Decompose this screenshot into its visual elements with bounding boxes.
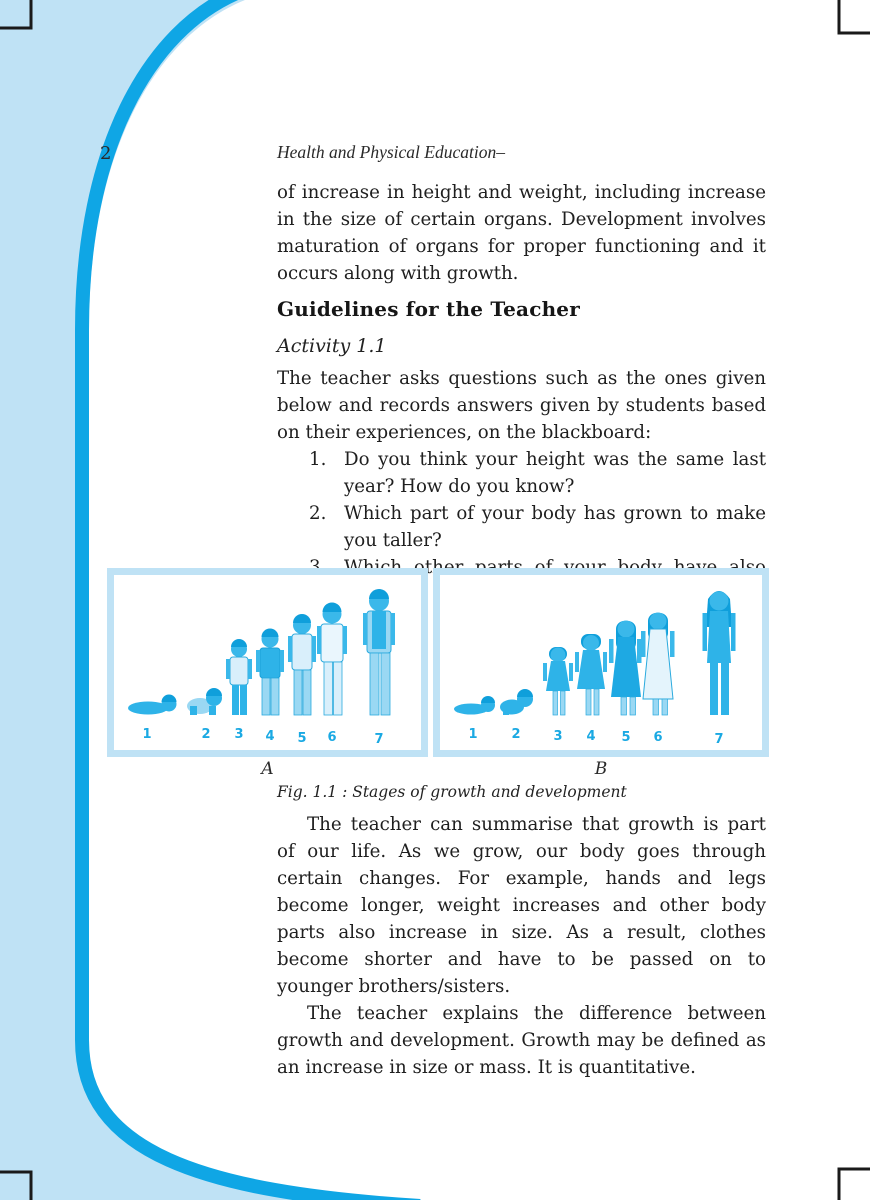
female-stage-1-lying-baby	[454, 696, 495, 715]
svg-text:6: 6	[653, 730, 663, 745]
figure-panel-b-label: B	[594, 759, 608, 779]
stage-numbers-b	[468, 727, 723, 747]
female-growth-illustration	[440, 575, 762, 750]
question-text: Which part of your body has grown to make you taller?	[344, 503, 766, 551]
svg-text:1: 1	[142, 727, 152, 742]
lower-text-column	[277, 811, 766, 1081]
svg-text:1: 1	[468, 727, 478, 742]
svg-text:2: 2	[511, 727, 521, 742]
page-number: 2	[100, 143, 112, 164]
male-stage-2-crawling-baby	[187, 688, 222, 715]
activity-paragraph: The teacher asks questions such as the ones given below and records answers given by students based on their experiences, on the blackboard:	[277, 368, 766, 443]
male-stage-3-boy	[226, 639, 252, 715]
svg-text:2: 2	[201, 727, 211, 742]
svg-text:7: 7	[714, 732, 724, 747]
figure-panel-a-label: A	[261, 759, 274, 779]
svg-text:5: 5	[621, 730, 631, 745]
svg-text:7: 7	[374, 732, 384, 747]
svg-text:4: 4	[265, 729, 275, 744]
question-number: 2.	[309, 503, 327, 524]
figure-caption: Fig. 1.1 : Stages of growth and development	[277, 783, 627, 801]
activity-heading: Activity 1.1	[277, 335, 387, 357]
running-head: Health and Physical Education–	[277, 142, 505, 162]
summary-paragraph: The teacher can summarise that growth is part of our life. As we grow, our body goes through certain changes. For example, hands and legs become longer, weight increases and other body parts also increase in size. As a result, clothes become shorter and have to be passed on to younger brothers/sisters.	[277, 814, 766, 997]
intro-paragraph: of increase in height and weight, including increase in the size of certain organs. Development involves maturation of organs for proper functioning and it occurs along with growth.	[277, 182, 766, 284]
female-stage-5-teen-girl	[609, 621, 642, 716]
female-stage-6-young-woman	[641, 613, 675, 716]
figure-panel-a	[107, 568, 428, 757]
svg-text:3: 3	[553, 729, 563, 744]
svg-text:3: 3	[234, 727, 244, 742]
male-stage-6-young-man	[317, 603, 347, 716]
svg-text:6: 6	[327, 730, 337, 745]
section-heading: Guidelines for the Teacher	[277, 297, 580, 321]
question-text: Do you think your height was the same last year? How do you know?	[344, 449, 766, 497]
male-stage-5-teen	[288, 614, 316, 715]
main-text-column	[277, 139, 766, 608]
figure-panel-b	[433, 568, 769, 757]
svg-text:4: 4	[586, 729, 596, 744]
female-stage-4-girl	[575, 634, 607, 715]
difference-paragraph: The teacher explains the difference between growth and development. Growth may be defined as an increase in size or mass. It is quantitative.	[277, 1003, 766, 1078]
male-stage-4-boy	[256, 629, 284, 716]
stage-numbers-a	[142, 727, 383, 747]
male-stage-1-lying-baby	[128, 695, 177, 715]
female-stage-3-girl	[543, 647, 573, 715]
question-item	[277, 446, 766, 500]
question-item	[277, 500, 766, 554]
svg-text:5: 5	[297, 731, 307, 746]
figure-1-1	[107, 568, 769, 757]
question-number: 1.	[309, 449, 327, 470]
male-growth-illustration	[114, 575, 421, 750]
male-stage-7-man	[363, 589, 395, 715]
female-stage-2-crawling-baby	[500, 689, 533, 715]
female-stage-7-woman	[703, 591, 736, 715]
